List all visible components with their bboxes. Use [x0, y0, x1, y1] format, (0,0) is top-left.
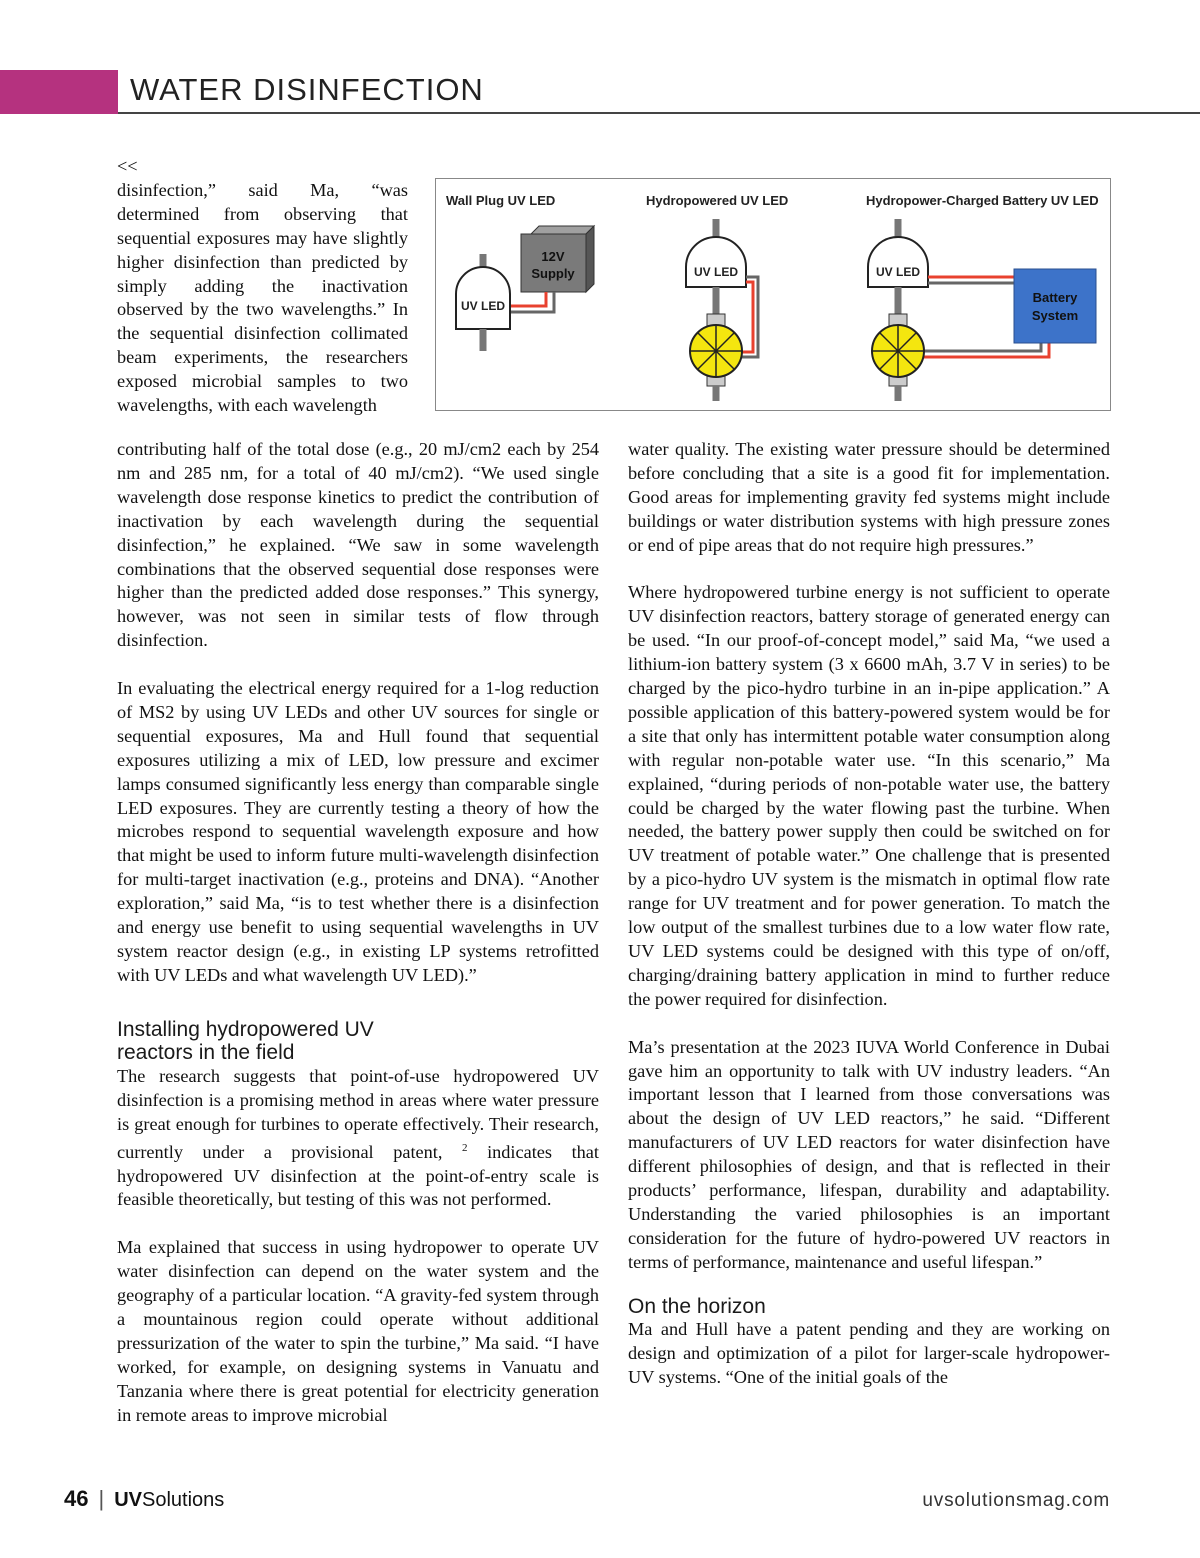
- panel-title-battery: Hydropower-Charged Battery UV LED: [866, 193, 1099, 208]
- hydropowered-panel: [686, 219, 758, 401]
- battery-label-2: System: [1031, 308, 1079, 323]
- panel-title-hydropowered: Hydropowered UV LED: [646, 193, 789, 208]
- page-footer-left: [64, 1486, 224, 1512]
- paragraph-text: The research suggests that point-of-use hydropowered UV disinfection is a promising method in areas where water pressure is great enough for turbines to operate effectively. Their research, currently under a provisional patent,: [117, 1065, 599, 1162]
- continuation-marker: <<: [117, 156, 138, 176]
- panel-title-wall-plug: Wall Plug UV LED: [446, 193, 556, 208]
- right-column: [628, 438, 1110, 1390]
- supply-label-word: Supply: [531, 266, 575, 281]
- paragraph: Ma and Hull have a patent pending and they are working on design and optimization of a pilot for larger-scale hydropower-UV systems. “One of the initial goals of the: [628, 1319, 1110, 1387]
- paragraph: Ma’s presentation at the 2023 IUVA World Conference in Dubai gave him an opportunity to talk with UV industry leaders. “An important lesson that I learned from those conversations was about the design of UV LED reactors,” he said. “Different manufacturers of UV LED reactors for water disinfection have different philosophies of design, and that is reflected in their products’ performance, lifespan, durability and adaptability. Understanding the varied philosophies is an important consideration for the future of hydro-powered UV reactors in terms of performance, maintenance and useful lifespan.”: [628, 1036, 1110, 1272]
- section-color-bar: [0, 70, 118, 114]
- paragraph-text: indicates that hydropowered UV disinfection at the point-of-entry scale is feasible theoretically, but testing of this was not performed.: [117, 1141, 600, 1210]
- subheading-line: Installing hydropowered UV: [117, 1017, 374, 1041]
- subheading-horizon: On the horizon: [628, 1294, 766, 1318]
- section-title: WATER DISINFECTION: [130, 72, 484, 107]
- battery-label-1: Battery: [1032, 290, 1078, 305]
- wall-plug-panel: [456, 226, 594, 351]
- website-url[interactable]: uvsolutionsmag.com: [922, 1490, 1110, 1511]
- battery-panel: [868, 219, 1096, 401]
- footnote-ref: 2: [462, 1141, 468, 1154]
- left-column: [117, 438, 599, 1428]
- uv-led-power-diagram: [435, 178, 1111, 411]
- section-header-rule: [118, 112, 1200, 114]
- intro-paragraph: disinfection,” said Ma, “was determined from observing that sequential exposures may have slightly higher disinfection than predicted by simply adding the inactivation observed by the two wavelengths.” In the sequential disinfection collimated beam experiments, the researchers exposed microbial samples to two wavelengths, with each wavelength: [117, 179, 408, 416]
- subheading-line: reactors in the field: [117, 1041, 295, 1065]
- paragraph: contributing half of the total dose (e.g., 20 mJ/cm2 each by 254 nm and 285 nm, for a total of 40 mJ/cm2). “We used single wavelength dose response kinetics to predict the contribution of inactivation by each wavelength during the sequential disinfection,” he explained. “We saw in some wavelength combinations that the observed sequential dose responses were higher than the predicted added dose responses.” This synergy, however, was not seen in similar tests of flow through disinfection.: [117, 439, 599, 651]
- uv-led-bulb: [868, 237, 928, 287]
- paragraph: In evaluating the electrical energy required for a 1-log reduction of MS2 by using UV LEDs and other UV sources for single or sequential exposures, Ma and Hull found that sequential exposures utilizing a mix of LED, low pressure and excimer lamps consumed significantly less energy than comparable single LED exposures. They are currently testing a theory of how the microbes respond to sequential wavelength exposure and how that might be used to inform future multi-wavelength disinfection for multi-target inactivation (e.g., proteins and DNA). “Another exploration,” said Ma, “is to test whether there is a disinfection and energy use benefit to using sequential wavelengths in UV system reactor design (e.g., in existing LP systems retrofitted with UV LEDs and what wavelength UV LED).”: [117, 678, 599, 985]
- uv-led-label: UV LED: [693, 265, 739, 279]
- brand-name-regular: Solutions: [142, 1489, 225, 1511]
- uv-led-bulb: [456, 267, 510, 329]
- battery-system-box: [1014, 269, 1096, 343]
- paragraph: Ma explained that success in using hydropower to operate UV water disinfection can depend on the water system and the geography of a particular location. “A gravity-fed system through a mountainous region could operate without additional pressurization of the water to spin the turbine,” Ma said. “I have worked, for example, on designing systems in Vanuatu and Tanzania where there is great potential for electricity generation in remote areas to improve microbial: [117, 1237, 599, 1425]
- uv-led-label: UV LED: [460, 299, 506, 313]
- subheading-installing: [117, 1018, 599, 1065]
- paragraph: Where hydropowered turbine energy is not sufficient to operate UV disinfection reactors, battery storage of generated energy can be used. “In our proof-of-concept model,” said Ma, “we used a lithium-ion battery system (3 x 6600 mAh, 3.7 V in series) to be charged by the pico-hydro turbine in an in-pipe application.” A possible application of this battery-powered system would be for a site that only has intermittent potable water consumption along with regular non-potable water use. “In this scenario,” Ma explained, “during periods of non-potable water use, the battery could be charged by the water flowing past the turbine. When needed, the battery power supply then could be switched on for UV treatment of potable water.” One challenge that is presented by a pico-hydro UV system is the mismatch in optimal flow rate range for UV treatment and for power generation. To match the low output of the smallest turbines due to a low water flow rate, UV LED systems could be designed with this type of on/off, charging/draining battery application in mind to further reduce the power required for disinfection.: [628, 582, 1110, 1009]
- brand-name-bold: UV: [114, 1489, 142, 1511]
- uv-led-bulb: [686, 237, 746, 287]
- footer-separator: |: [98, 1486, 105, 1511]
- paragraph: [117, 1065, 599, 1213]
- intro-column: [117, 155, 408, 418]
- page-number: 46: [64, 1486, 89, 1511]
- paragraph: water quality. The existing water pressure should be determined before concluding that a site is a good fit for implementation. Good areas for implementing gravity fed systems might include buildings or water distribution systems with high pressure zones or end of pipe areas that do not require high pressures.”: [628, 439, 1110, 555]
- supply-label-voltage: 12V: [541, 249, 565, 264]
- uv-led-label: UV LED: [875, 265, 921, 279]
